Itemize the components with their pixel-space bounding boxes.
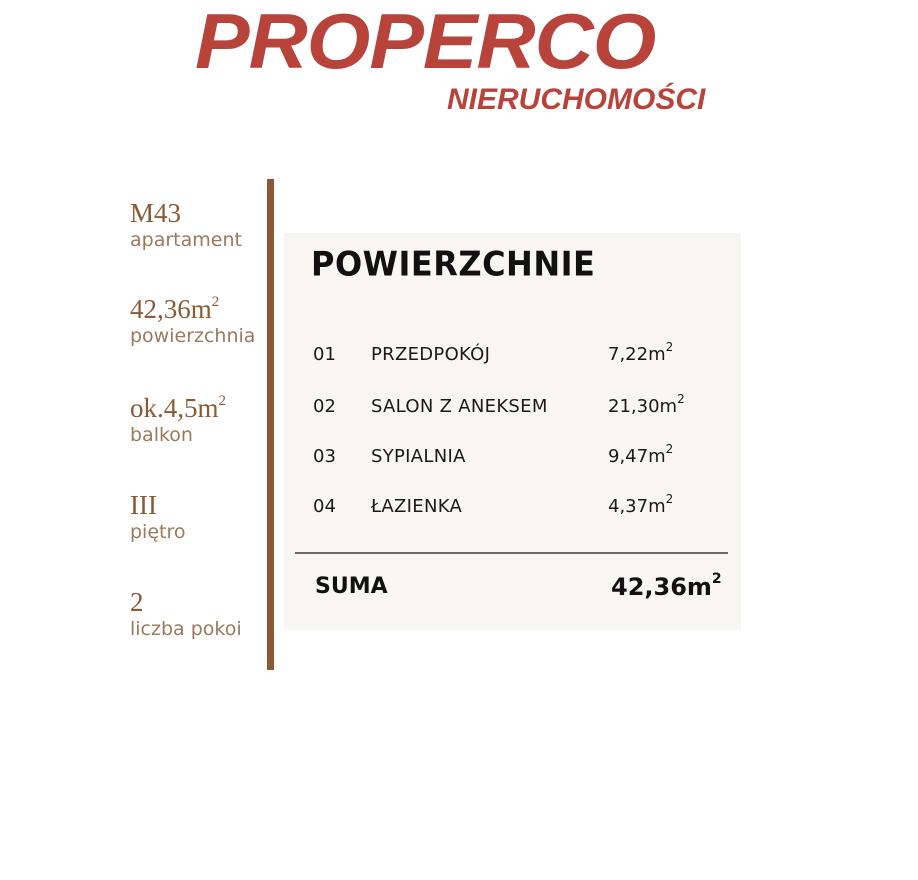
room-number: 03 [313, 446, 336, 467]
spec-value: $ok.4,5m^2$ [130, 393, 227, 423]
spec-label: balkon [130, 424, 193, 446]
spec-value: $42,36m^2$ [130, 294, 220, 324]
total-value: $42,36m^2$ [611, 571, 722, 601]
properco-logo [195, 2, 735, 122]
spec-label: liczba pokoi [130, 618, 242, 640]
room-row [284, 392, 741, 422]
spec-label: piętro [130, 521, 186, 543]
total-divider [295, 552, 728, 554]
spec-value: M43 [130, 198, 182, 228]
room-name: ŁAZIENKA [371, 496, 463, 517]
spec-balcony [130, 393, 226, 447]
spec-floor [130, 490, 186, 544]
room-number: 02 [313, 396, 336, 417]
room-row [284, 492, 741, 522]
spec-apartment [130, 198, 242, 252]
room-row [284, 442, 741, 472]
room-name: PRZEDPOKÓJ [371, 344, 491, 365]
total-label: SUMA [315, 574, 388, 599]
spec-area [130, 294, 255, 348]
brand-tagline: NIERUCHOMOŚCI [447, 83, 706, 116]
room-area: $21,30m^2$ [608, 392, 685, 417]
room-area: $4,37m^2$ [608, 492, 674, 517]
areas-panel [284, 233, 741, 630]
room-name: SYPIALNIA [371, 446, 466, 467]
room-area: $7,22m^2$ [608, 340, 674, 365]
spec-rooms [130, 587, 242, 641]
spec-label: powierzchnia [130, 325, 256, 347]
spec-value: III [130, 490, 157, 520]
brand-name: PROPERCO [195, 0, 656, 85]
room-area: $9,47m^2$ [608, 442, 674, 467]
room-row [284, 340, 741, 370]
panel-title: POWIERZCHNIE [311, 244, 596, 284]
room-name: SALON Z ANEKSEM [371, 396, 548, 417]
room-number: 01 [313, 344, 336, 365]
vertical-divider [267, 179, 274, 670]
spec-label: apartament [130, 229, 242, 251]
spec-value: 2 [130, 587, 144, 617]
room-number: 04 [313, 496, 336, 517]
